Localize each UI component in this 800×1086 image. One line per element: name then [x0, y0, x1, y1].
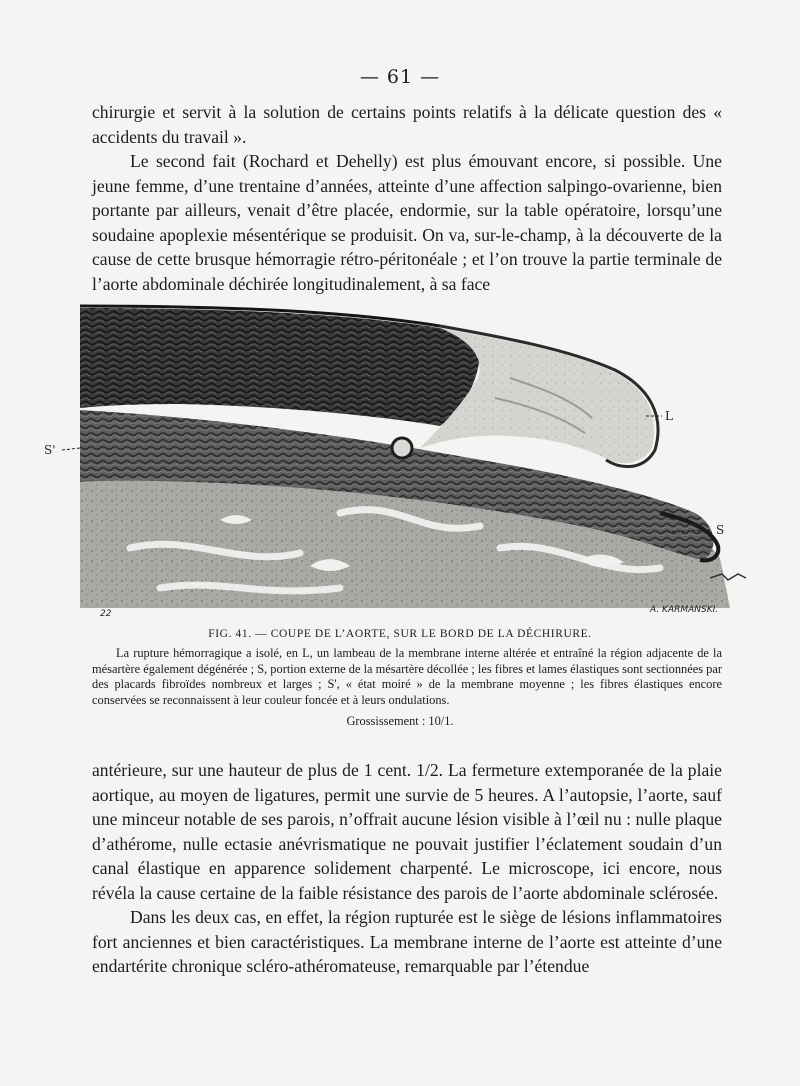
- paragraph: antérieure, sur une hauteur de plus de 1 cent. 1/2. La fermeture extemporanée de la plaie aortique, au moyen de ligatures, permit une survie de 5 heures. A l’autopsie, l’aorte, sauf une minceur notable de ses parois, n’offrait aucune lésion visible à l’œil nu : nulle plaque d’athérome, nulle ectasie anévrismatique ne pouvait justifier l’éclatement soudain d’un canal élastique en apparence solidement charpenté. Le microscope, ici encore, nous révéla la cause certaine de la faible résistance des parois de l’aorte abdominale sclérosée.: [92, 760, 722, 903]
- label-l: L: [665, 409, 673, 423]
- top-text: [92, 100, 722, 296]
- figure-magnification: Grossissement : 10/1.: [346, 714, 454, 728]
- paragraph: Le second fait (Rochard et Dehelly) est plus émouvant encore, si possible. Une jeune femme, d’une trentaine d’années, atteinte d’une affection salpingo-ovarienne, bien portante par ailleurs, venait d’être placée, endormie, sur la table opératoire, lorsqu’une soudaine apoplexie mésentérique se produisit. On va, sur-le-champ, à la découverte de la cause de cette brusque hémorragie rétro-péritonéale ; et l’on trouve la partie terminale de l’aorte abdominale déchirée longitudinalement, à sa face: [92, 151, 722, 294]
- media-upper-band: [80, 308, 480, 426]
- page-number: — 61 —: [359, 66, 441, 88]
- paragraph: Dans les deux cas, en effet, la région rupturée est le siège de lésions inflammatoires fort anciennes et bien caractéristiques. La membrane interne de l’aorte est atteinte d’une endartérite chronique scléro-athéromateuse, remarquable par l’étendue: [92, 907, 722, 976]
- label-s: S: [716, 523, 725, 537]
- vessel-cross-section: [392, 438, 412, 458]
- artist-signature: A. KARMANSKI.: [650, 605, 719, 615]
- histology-illustration: [40, 298, 760, 618]
- figure-caption: [92, 646, 722, 708]
- bottom-text: [92, 758, 722, 979]
- caption-text: La rupture hémorragique a isolé, en L, un lambeau de la membrane interne altérée et entraîné la région adjacente de la mésartère également dégénérée ; S, portion externe de la mésartère décollée ; les fibres et lames élastiques sont sectionnées par des placards fibroïdes nombreux et larges ; S', « état moiré » de la membrane moyenne ; les fibres élastiques encore conservées se reconnaissent à leur couleur foncée et à leurs ondulations.: [92, 646, 722, 707]
- corner-mark: 22: [100, 609, 112, 618]
- figure-caption-title: FIG. 41. — COUPE DE L’AORTE, SUR LE BORD DE LA DÉCHIRURE.: [208, 628, 592, 640]
- paragraph: chirurgie et servit à la solution de certains points relatifs à la délicate question des « accidents du travail ».: [92, 102, 722, 147]
- leader-s-prime: [62, 448, 80, 450]
- label-s-prime: S': [44, 443, 56, 457]
- figure-aorta-section: [40, 298, 760, 618]
